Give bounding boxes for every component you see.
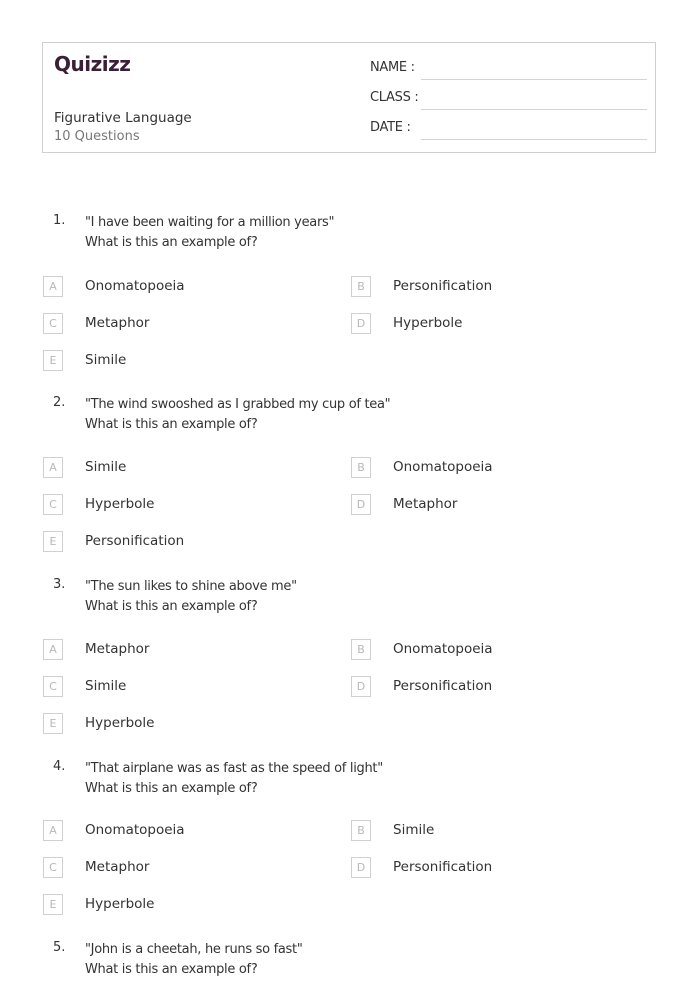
option-text: Personification xyxy=(85,533,185,549)
option-letter-box[interactable]: D xyxy=(351,676,371,697)
class-line[interactable] xyxy=(421,109,647,110)
option-text: Metaphor xyxy=(85,859,150,875)
option-letter-box[interactable]: B xyxy=(351,276,371,297)
option-letter-box[interactable]: C xyxy=(43,857,63,878)
option-letter-box[interactable]: A xyxy=(43,457,63,478)
option-text: Simile xyxy=(85,352,127,368)
option-letter-box[interactable]: A xyxy=(43,276,63,297)
option-letter-box[interactable]: D xyxy=(351,857,371,878)
option-letter-box[interactable]: A xyxy=(43,639,63,660)
name-label: NAME : xyxy=(370,60,415,75)
question-text xyxy=(85,213,334,253)
option-text: Hyperbole xyxy=(85,896,155,912)
option-letter-box[interactable]: D xyxy=(351,494,371,515)
option-letter-box[interactable]: E xyxy=(43,894,63,915)
question-text xyxy=(85,577,297,617)
option-letter-box[interactable]: C xyxy=(43,676,63,697)
question-quote: "That airplane was as fast as the speed of light" xyxy=(85,761,383,776)
option-text: Personification xyxy=(393,859,493,875)
option-letter-box[interactable]: B xyxy=(351,639,371,660)
option-text: Onomatopoeia xyxy=(393,459,493,475)
question-quote: "The sun likes to shine above me" xyxy=(85,579,297,594)
option-text: Hyperbole xyxy=(85,496,155,512)
quizizz-logo: Quizizz xyxy=(54,52,131,76)
question-number: 3. xyxy=(53,577,66,592)
question-quote: "John is a cheetah, he runs so fast" xyxy=(85,942,303,957)
question-number: 4. xyxy=(53,759,66,774)
name-field[interactable] xyxy=(370,60,647,80)
question-number: 2. xyxy=(53,395,66,410)
name-line[interactable] xyxy=(421,79,647,80)
question-text xyxy=(85,395,390,435)
worksheet-title: Figurative Language xyxy=(54,110,192,126)
date-label: DATE : xyxy=(370,120,411,135)
option-text: Onomatopoeia xyxy=(85,822,185,838)
option-letter-box[interactable]: B xyxy=(351,820,371,841)
question-quote: "I have been waiting for a million years" xyxy=(85,215,335,230)
worksheet-header xyxy=(42,42,656,153)
option-text: Metaphor xyxy=(393,496,458,512)
question-prompt: What is this an example of? xyxy=(85,599,258,614)
option-text: Onomatopoeia xyxy=(393,641,493,657)
question-number: 1. xyxy=(53,213,66,228)
option-letter-box[interactable]: E xyxy=(43,350,63,371)
question-prompt: What is this an example of? xyxy=(85,235,258,250)
question-prompt: What is this an example of? xyxy=(85,781,258,796)
option-text: Personification xyxy=(393,278,493,294)
option-text: Simile xyxy=(85,459,127,475)
option-letter-box[interactable]: E xyxy=(43,531,63,552)
option-text: Onomatopoeia xyxy=(85,278,185,294)
option-letter-box[interactable]: E xyxy=(43,713,63,734)
option-text: Metaphor xyxy=(85,641,150,657)
question-prompt: What is this an example of? xyxy=(85,417,258,432)
question-prompt: What is this an example of? xyxy=(85,962,258,977)
question-count: 10 Questions xyxy=(54,129,140,144)
option-text: Simile xyxy=(85,678,127,694)
date-field[interactable] xyxy=(370,120,647,140)
class-field[interactable] xyxy=(370,90,647,110)
option-text: Metaphor xyxy=(85,315,150,331)
option-letter-box[interactable]: A xyxy=(43,820,63,841)
option-letter-box[interactable]: D xyxy=(351,313,371,334)
question-quote: "The wind swooshed as I grabbed my cup of tea" xyxy=(85,397,391,412)
option-letter-box[interactable]: C xyxy=(43,494,63,515)
option-text: Simile xyxy=(393,822,435,838)
class-label: CLASS : xyxy=(370,90,419,105)
option-text: Hyperbole xyxy=(393,315,463,331)
question-text xyxy=(85,759,383,799)
question-text xyxy=(85,940,303,980)
question-number: 5. xyxy=(53,940,66,955)
option-letter-box[interactable]: C xyxy=(43,313,63,334)
option-letter-box[interactable]: B xyxy=(351,457,371,478)
option-text: Personification xyxy=(393,678,493,694)
date-line[interactable] xyxy=(421,139,647,140)
option-text: Hyperbole xyxy=(85,715,155,731)
